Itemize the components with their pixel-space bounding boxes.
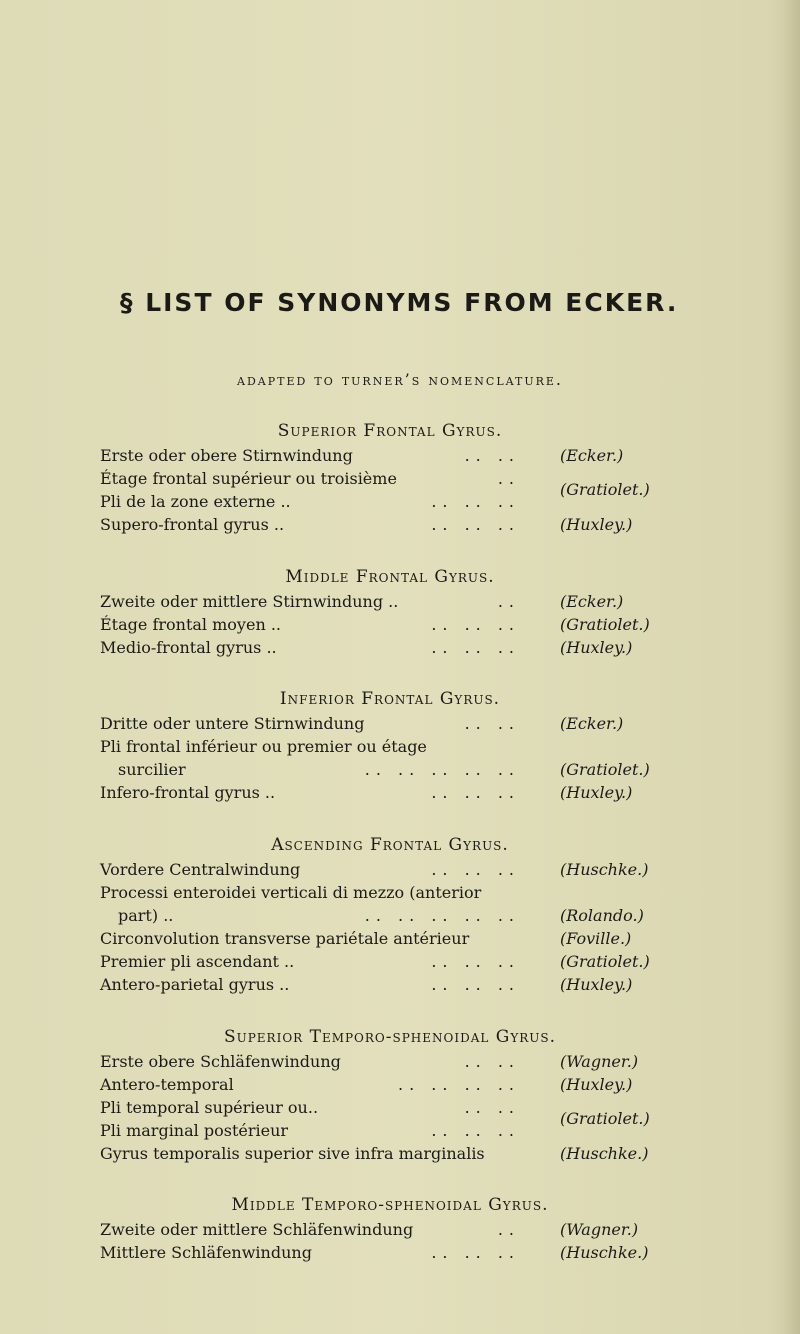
synonym-author: (Ecker.) xyxy=(560,592,624,611)
synonym-row xyxy=(100,1050,680,1073)
synonym-row xyxy=(100,712,680,735)
synonym-row xyxy=(100,904,680,927)
synonym-author: (Gratiolet.) xyxy=(560,615,650,634)
synonym-term: Zweite oder mittlere Stirnwindung .. xyxy=(100,592,399,611)
section-inferior-frontal xyxy=(100,686,680,804)
synonym-row xyxy=(100,1241,680,1264)
page-subtitle: adapted to turner’s nomenclature. xyxy=(237,370,563,389)
synonym-row xyxy=(100,490,680,513)
synonym-term: Pli marginal postérieur xyxy=(100,1121,289,1140)
leader-dots: .. xyxy=(497,592,520,611)
leader-dots: .. .. .. .. xyxy=(398,1075,520,1094)
synonym-term: Mittlere Schläfenwindung xyxy=(100,1243,312,1262)
synonym-row xyxy=(100,927,680,950)
leader-dots: .. .. .. xyxy=(431,860,520,879)
synonym-term: Circonvolution transverse pariétale antérieur xyxy=(100,929,470,948)
leader-dots: .. .. .. xyxy=(431,638,520,657)
synonym-row xyxy=(100,1073,680,1096)
section-heading: Middle Frontal Gyrus. xyxy=(285,567,495,587)
synonym-term: Pli de la zone externe .. xyxy=(100,492,291,511)
leader-dots: .. .. .. xyxy=(431,1121,520,1140)
synonym-author: (Huxley.) xyxy=(560,975,633,994)
section-heading: Middle Temporo-sphenoidal Gyrus. xyxy=(231,1195,549,1215)
synonym-term: Infero-frontal gyrus .. xyxy=(100,783,276,802)
synonym-author: (Huschke.) xyxy=(560,1144,649,1163)
synonym-term: Supero-frontal gyrus .. xyxy=(100,515,285,534)
synonym-term: Medio-frontal gyrus .. xyxy=(100,638,277,657)
synonym-term: Gyrus temporalis superior sive infra marginalis xyxy=(100,1144,485,1163)
synonym-row xyxy=(100,613,680,636)
leader-dots: .. .. .. xyxy=(431,615,520,634)
synonym-row xyxy=(100,444,680,467)
synonym-term: Étage frontal moyen .. xyxy=(100,615,281,634)
leader-dots: .. xyxy=(497,1220,520,1239)
synonym-author: (Wagner.) xyxy=(560,1052,639,1071)
synonym-row xyxy=(100,781,680,804)
synonym-term: Antero-parietal gyrus .. xyxy=(100,975,290,994)
synonym-term: Dritte oder untere Stirnwindung xyxy=(100,714,365,733)
section-superior-frontal xyxy=(100,418,680,536)
synonym-term: Vordere Centralwindung xyxy=(100,860,301,879)
page-title: § LIST OF SYNONYMS FROM ECKER. xyxy=(120,288,679,317)
section-superior-temporo-sphenoidal xyxy=(100,1024,680,1165)
leader-dots: .. .. xyxy=(464,1098,520,1117)
synonym-author: (Rolando.) xyxy=(560,906,644,925)
synonym-row xyxy=(100,1218,680,1241)
leader-dots: .. .. .. xyxy=(431,975,520,994)
synonym-author: (Gratiolet.) xyxy=(560,480,650,499)
leader-dots: .. .. .. xyxy=(431,952,520,971)
synonym-term: Zweite oder mittlere Schläfenwindung xyxy=(100,1220,414,1239)
section-heading: Inferior Frontal Gyrus. xyxy=(279,689,501,709)
synonym-row xyxy=(100,513,680,536)
synonym-row xyxy=(100,1142,680,1165)
synonym-term: Pli frontal inférieur ou premier ou étage xyxy=(100,737,427,756)
synonym-term: Étage frontal supérieur ou troisième xyxy=(100,469,397,488)
synonym-row xyxy=(100,636,680,659)
synonym-row xyxy=(100,590,680,613)
synonym-row xyxy=(100,1096,680,1128)
synonym-author: (Wagner.) xyxy=(560,1220,639,1239)
leader-dots: .. .. .. .. .. xyxy=(364,760,520,779)
synonym-row xyxy=(100,1119,680,1142)
synonym-author: (Gratiolet.) xyxy=(560,1109,650,1128)
leader-dots: .. .. .. xyxy=(431,783,520,802)
synonym-author: (Huschke.) xyxy=(560,1243,649,1262)
leader-dots: .. .. .. .. .. xyxy=(364,906,520,925)
synonym-row xyxy=(100,973,680,996)
synonym-author: (Ecker.) xyxy=(560,446,624,465)
section-heading: Ascending Frontal Gyrus. xyxy=(271,835,509,855)
leader-dots: .. .. xyxy=(464,446,520,465)
synonym-term: surcilier xyxy=(118,760,186,779)
synonym-row xyxy=(100,467,680,499)
synonym-term: Erste oder obere Stirnwindung xyxy=(100,446,353,465)
leader-dots: .. .. .. xyxy=(431,1243,520,1262)
synonym-term: Antero-temporal xyxy=(100,1075,234,1094)
synonym-term: Pli temporal supérieur ou.. xyxy=(100,1098,319,1117)
synonym-author: (Gratiolet.) xyxy=(560,760,650,779)
synonym-term: Premier pli ascendant .. xyxy=(100,952,295,971)
leader-dots: .. .. .. xyxy=(431,515,520,534)
synonym-author: (Huxley.) xyxy=(560,638,633,657)
leader-dots: .. .. xyxy=(464,1052,520,1071)
synonym-author: (Foville.) xyxy=(560,929,632,948)
synonym-row xyxy=(100,758,680,781)
synonym-term: part) .. xyxy=(118,906,174,925)
leader-dots: .. xyxy=(497,469,520,488)
synonym-row xyxy=(100,858,680,881)
section-ascending-frontal xyxy=(100,832,680,996)
synonym-row xyxy=(100,950,680,973)
section-heading: Superior Frontal Gyrus. xyxy=(277,421,503,441)
synonym-author: (Huxley.) xyxy=(560,783,633,802)
page-edge xyxy=(786,0,800,1334)
leader-dots: .. .. .. xyxy=(431,492,520,511)
synonym-term: Processi enteroidei verticali di mezzo (anterior xyxy=(100,883,482,902)
section-middle-frontal xyxy=(100,564,680,659)
synonym-row xyxy=(100,881,680,904)
synonym-author: (Huxley.) xyxy=(560,515,633,534)
synonym-author: (Huxley.) xyxy=(560,1075,633,1094)
leader-dots: .. .. xyxy=(464,714,520,733)
synonym-author: (Ecker.) xyxy=(560,714,624,733)
synonym-author: (Huschke.) xyxy=(560,860,649,879)
section-middle-temporo-sphenoidal xyxy=(100,1192,680,1264)
synonym-term: Erste obere Schläfenwindung xyxy=(100,1052,341,1071)
synonym-row xyxy=(100,735,680,758)
synonym-author: (Gratiolet.) xyxy=(560,952,650,971)
section-heading: Superior Temporo-sphenoidal Gyrus. xyxy=(223,1027,557,1047)
